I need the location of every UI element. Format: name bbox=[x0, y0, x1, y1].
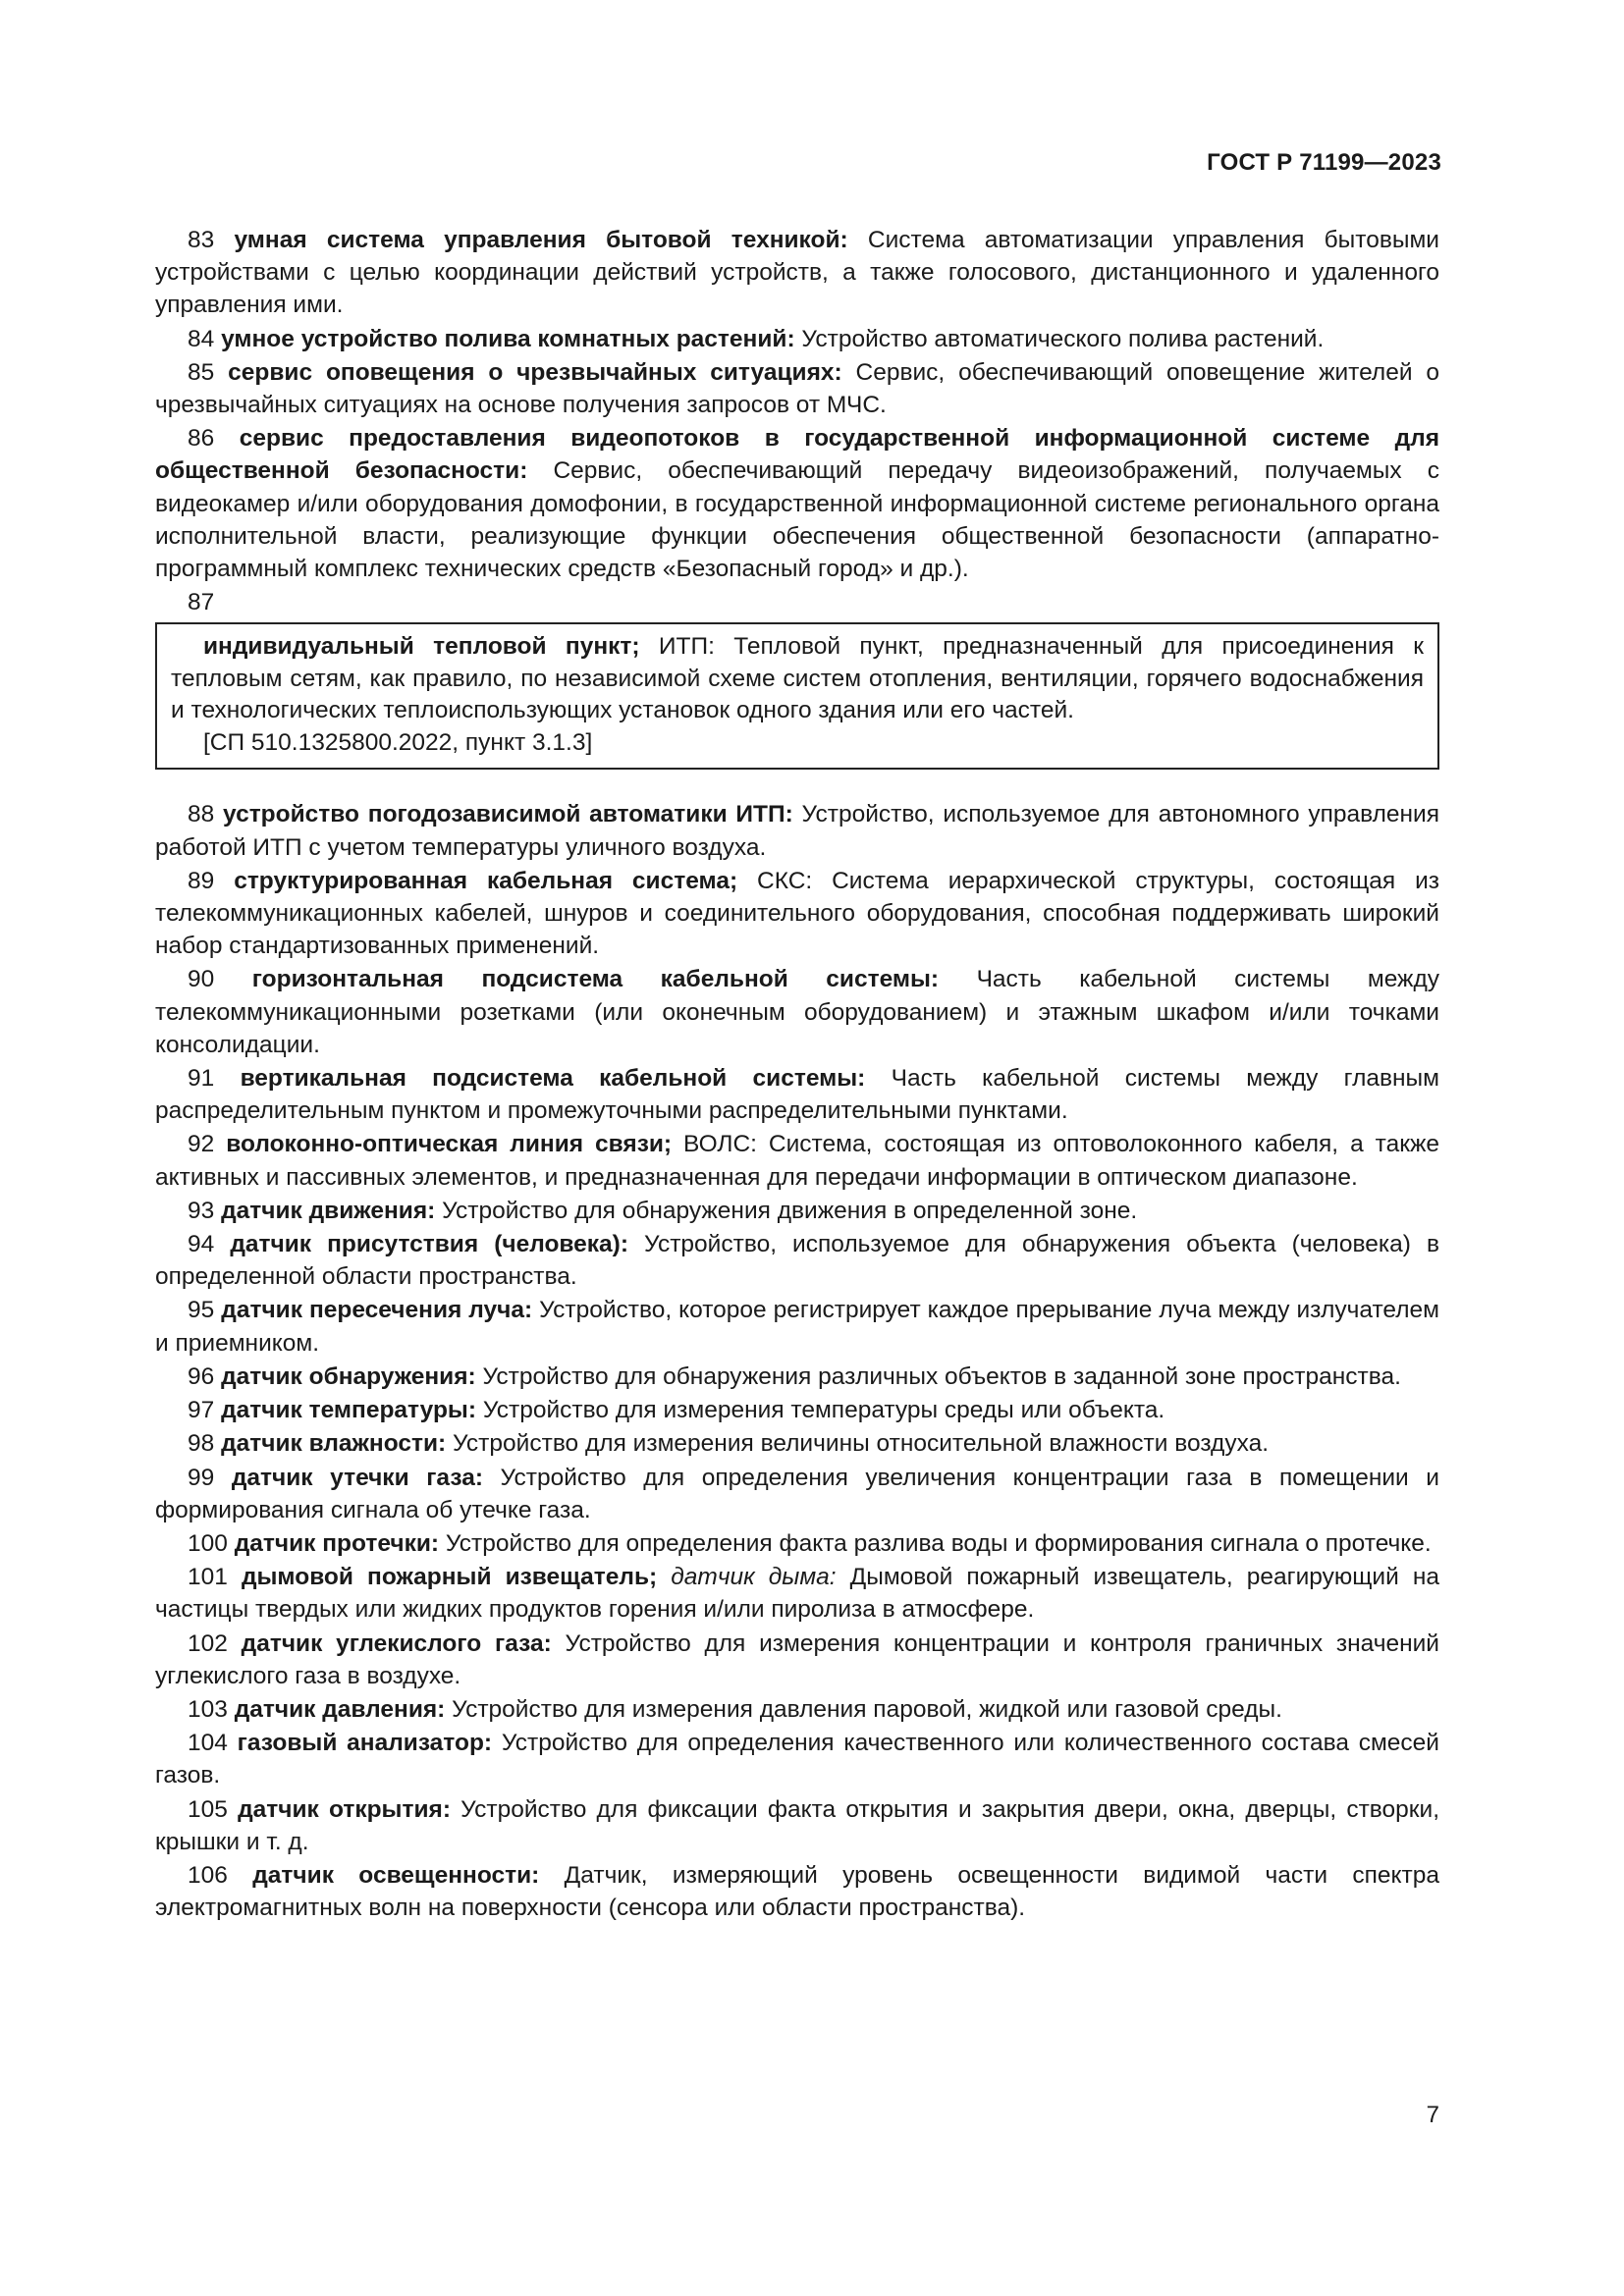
entry-definition: Дымовой пожарный извещатель, реагирующий на частицы твердых или жидких продуктов горения и/или пиролиза в атмосфере. bbox=[155, 1564, 1439, 1624]
term-entry bbox=[155, 1062, 1439, 1127]
entry-term: горизонтальная подсистема кабельной системы: bbox=[251, 966, 940, 993]
term-entry bbox=[155, 1561, 1439, 1626]
entry-number: 106 bbox=[188, 1861, 228, 1889]
entry-term: сервис оповещения о чрезвычайных ситуациях: bbox=[228, 358, 842, 386]
entry-definition: Система автоматизации управления бытовыми устройствами с целью координации действий устройств, а также голосового, дистанционного и удаленного управления ими. bbox=[155, 227, 1439, 319]
term-entry bbox=[155, 865, 1439, 963]
entry-definition: Устройство автоматического полива растений. bbox=[794, 325, 1325, 352]
entry-number: 103 bbox=[188, 1695, 228, 1723]
entry-number: 96 bbox=[188, 1362, 215, 1390]
entry-number: 84 bbox=[188, 325, 215, 352]
entry-number: 89 bbox=[188, 867, 215, 894]
term-entry bbox=[155, 422, 1439, 585]
entry-number: 88 bbox=[188, 801, 215, 828]
entry-number: 98 bbox=[188, 1430, 215, 1458]
entry-term: датчик присутствия (человека): bbox=[230, 1231, 628, 1258]
entry-term: датчик углекислого газа: bbox=[241, 1629, 552, 1657]
entry-definition: Устройство, используемое для автономного управления работой ИТП с учетом температуры уличного воздуха. bbox=[155, 801, 1439, 861]
entries-after-box bbox=[155, 798, 1439, 1924]
term-entry bbox=[155, 1793, 1439, 1858]
entry-definition: СКС: Система иерархической структуры, состоящая из телекоммуникационных кабелей, шнуров и соединительного оборудования, способная поддерживать широкий набор стандартизованных применений. bbox=[155, 867, 1439, 960]
entry-definition: Устройство для измерения концентрации и контроля граничных значений углекислого газа в воздухе. bbox=[155, 1629, 1439, 1689]
term-entry bbox=[155, 356, 1439, 421]
entry-synonym: датчик дыма: bbox=[657, 1564, 837, 1591]
entry-definition: Устройство, используемое для обнаружения объекта (человека) в определенной области пространства. bbox=[155, 1231, 1439, 1291]
term-entry bbox=[155, 1427, 1439, 1460]
entry-term: датчик обнаружения: bbox=[221, 1362, 476, 1390]
entry-definition: Устройство, которое регистрирует каждое прерывание луча между излучателем и приемником. bbox=[155, 1297, 1440, 1357]
entry-term: датчик утечки газа: bbox=[231, 1464, 483, 1491]
entry-definition: Сервис, обеспечивающий оповещение жителей о чрезвычайных ситуациях на основе получения запросов от МЧС. bbox=[155, 358, 1439, 419]
entry-term: умное устройство полива комнатных растений: bbox=[221, 325, 795, 352]
term-entry bbox=[155, 1859, 1439, 1924]
entry-term: датчик температуры: bbox=[221, 1397, 477, 1424]
entry-number: 91 bbox=[188, 1065, 215, 1093]
entry-number: 102 bbox=[188, 1629, 228, 1657]
entry-term: датчик влажности: bbox=[221, 1430, 447, 1458]
entry-definition: Устройство для фиксации факта открытия и закрытия двери, окна, дверцы, створки, крышки и т. д. bbox=[155, 1795, 1439, 1855]
entry-87-definition: ИТП: Тепловой пункт, предназначенный для присоединения к тепловым сетям, как правило, по независимой схеме систем отопления, вентиляции, горячего водоснабжения и технологических теплоиспользующих установок одного здания или его частей. bbox=[171, 633, 1424, 724]
entry-number: 93 bbox=[188, 1197, 215, 1224]
entry-term: датчик открытия: bbox=[238, 1795, 451, 1823]
page-number: 7 bbox=[1426, 2102, 1439, 2128]
entry-term: датчик пересечения луча: bbox=[221, 1297, 533, 1324]
entry-87-term: индивидуальный тепловой пункт; bbox=[203, 633, 640, 661]
entry-87-source: [СП 510.1325800.2022, пункт 3.1.3] bbox=[203, 728, 593, 756]
term-entry bbox=[155, 798, 1439, 863]
entry-definition: Устройство для определения факта разлива воды и формирования сигнала о протечке. bbox=[439, 1529, 1432, 1557]
entry-definition: Устройство для измерения давления паровой, жидкой или газовой среды. bbox=[445, 1695, 1282, 1723]
entry-definition: Часть кабельной системы между телекоммуникационными розетками (или оконечным оборудованием) и этажным шкафом и/или точками консолидации. bbox=[155, 966, 1439, 1058]
entry-number: 83 bbox=[188, 227, 215, 253]
doc-code: ГОСТ Р 71199—2023 bbox=[1207, 149, 1441, 176]
term-entry bbox=[155, 1462, 1439, 1526]
entry-term: дымовой пожарный извещатель; bbox=[241, 1564, 658, 1591]
entry-definition: Устройство для измерения величины относительной влажности воздуха. bbox=[446, 1430, 1270, 1458]
entry-definition: Датчик, измеряющий уровень освещенности видимой части спектра электромагнитных волн на поверхности (сенсора или области пространства). bbox=[155, 1861, 1439, 1922]
entry-number: 104 bbox=[188, 1730, 228, 1757]
entry-87-number: 87 bbox=[188, 589, 215, 616]
entry-term: датчик освещенности: bbox=[252, 1861, 540, 1889]
entry-term: умная система управления бытовой техникой: bbox=[234, 227, 848, 253]
entry-87-text bbox=[171, 631, 1424, 727]
entry-definition: Устройство для определения качественного или количественного состава смесей газов. bbox=[155, 1730, 1439, 1789]
entry-definition: Сервис, обеспечивающий передачу видеоизображений, получаемых с видеокамер и/или оборудования домофонии, в государственной информационной системе регионального органа исполнительной власти, реализующие функции обеспечения общественной безопасности (аппаратно-программный комплекс технических средств «Безопасный город» и др.). bbox=[155, 457, 1439, 583]
entry-term: вертикальная подсистема кабельной системы: bbox=[240, 1065, 866, 1093]
term-entry bbox=[155, 323, 1439, 355]
entry-definition: Устройство для обнаружения различных объектов в заданной зоне пространства. bbox=[475, 1362, 1401, 1390]
entry-term: датчик движения: bbox=[221, 1197, 436, 1224]
term-entry bbox=[155, 1195, 1439, 1227]
term-entry bbox=[155, 1727, 1439, 1791]
entry-number: 85 bbox=[188, 358, 215, 386]
entry-number: 105 bbox=[188, 1795, 228, 1823]
term-entry bbox=[155, 1628, 1439, 1692]
entry-number: 100 bbox=[188, 1529, 228, 1557]
cited-definition-box bbox=[155, 622, 1439, 770]
entry-definition: Устройство для измерения температуры среды или объекта. bbox=[476, 1397, 1165, 1424]
term-entry bbox=[155, 1228, 1439, 1293]
entry-term: устройство погодозависимой автоматики ИТП: bbox=[223, 801, 793, 828]
entry-number: 86 bbox=[188, 425, 215, 453]
entry-number: 97 bbox=[188, 1397, 215, 1424]
entry-term: волоконно-оптическая линия связи; bbox=[226, 1131, 673, 1158]
entries-before-box bbox=[155, 224, 1439, 585]
entry-term: структурированная кабельная система; bbox=[234, 867, 738, 894]
term-entry bbox=[155, 1361, 1439, 1393]
term-entry bbox=[155, 224, 1439, 322]
entry-definition: Устройство для обнаружения движения в определенной зоне. bbox=[435, 1197, 1138, 1224]
term-entry bbox=[155, 1394, 1439, 1426]
entry-definition: Часть кабельной системы между главным распределительным пунктом и промежуточными распределительными пунктами. bbox=[155, 1065, 1439, 1125]
entry-definition: ВОЛС: Система, состоящая из оптоволоконного кабеля, а также активных и пассивных элементов, и предназначенная для передачи информации в оптическом диапазоне. bbox=[155, 1131, 1439, 1191]
term-entry bbox=[155, 1527, 1439, 1560]
entry-definition: Устройство для определения увеличения концентрации газа в помещении и формирования сигнала об утечке газа. bbox=[155, 1464, 1439, 1523]
entry-term: газовый анализатор: bbox=[237, 1730, 493, 1757]
entry-number: 90 bbox=[188, 966, 215, 993]
document-body bbox=[155, 224, 1439, 1925]
term-entry bbox=[155, 1693, 1439, 1726]
entry-term: датчик давления: bbox=[234, 1695, 446, 1723]
entry-number: 101 bbox=[188, 1564, 228, 1591]
entry-number: 99 bbox=[188, 1464, 215, 1491]
entry-term: сервис предоставления видеопотоков в государственной информационной системе для общественной безопасности: bbox=[155, 425, 1439, 485]
term-entry bbox=[155, 963, 1439, 1061]
entry-number: 92 bbox=[188, 1131, 215, 1158]
entry-term: датчик протечки: bbox=[234, 1529, 440, 1557]
entry-number: 94 bbox=[188, 1231, 215, 1258]
term-entry bbox=[155, 1294, 1439, 1359]
term-entry bbox=[155, 1128, 1439, 1193]
entry-number: 95 bbox=[188, 1297, 215, 1324]
